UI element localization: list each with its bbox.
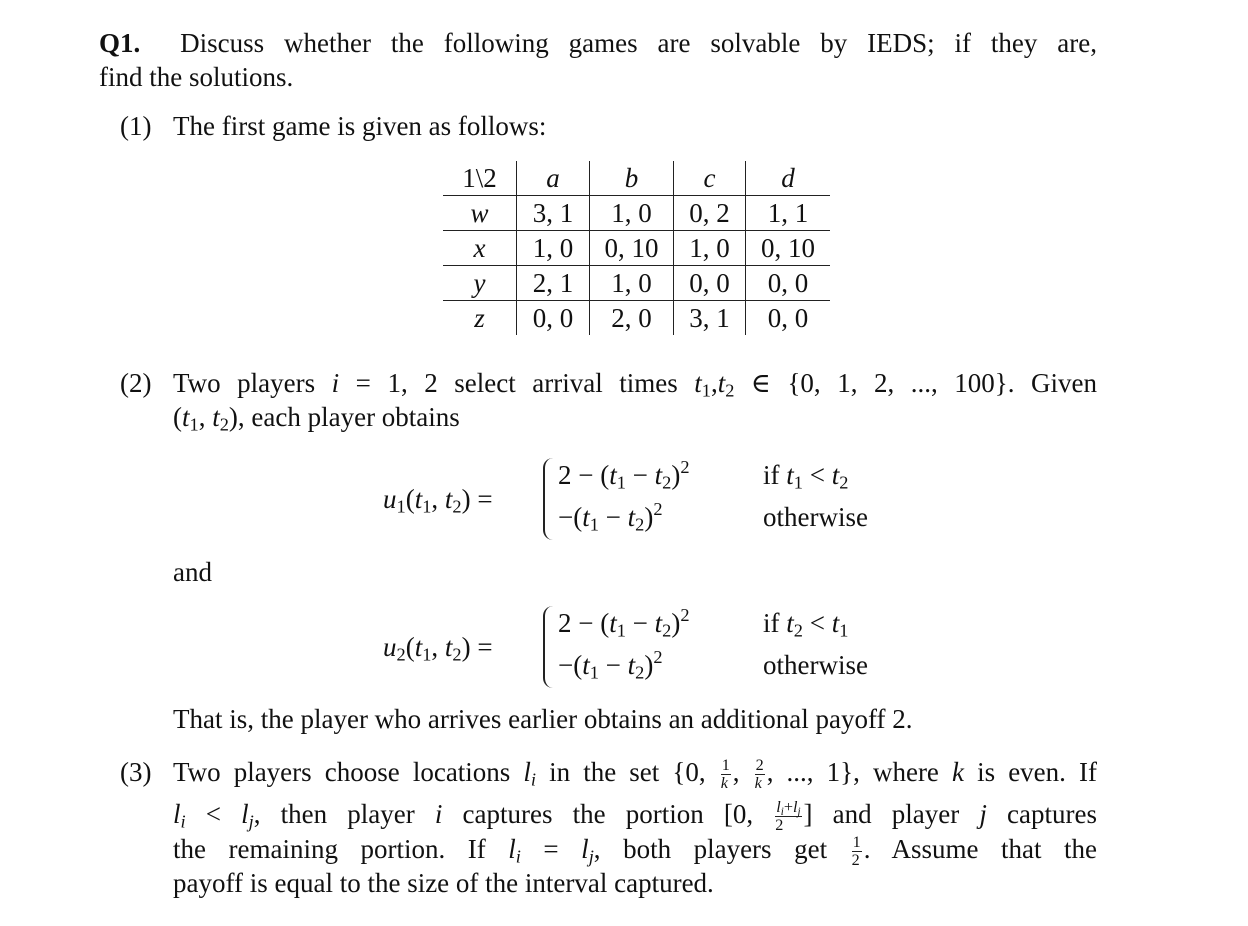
u1-lhs: $u_1(t_1$, $t_2$) = <box>383 484 493 517</box>
table-cell: 0, 0 <box>746 266 831 301</box>
part2-conclusion: That is, the player who arrives earlier obtains an additional payoff 2. <box>173 704 913 734</box>
table-cell: 1, 0 <box>590 266 674 301</box>
payoff-table <box>443 161 830 335</box>
column-header: b <box>624 163 639 193</box>
and-text: and <box>173 557 212 587</box>
part3-line3: the remaining portion. If $l_i = l_j$, both players get $\frac{1}{2}$ . Assume that the <box>173 833 1097 870</box>
table-cell: 0, 0 <box>517 301 590 336</box>
part3-line1: Two players choose locations $l_i$ in the set {0, $\frac{1}{k}$ , $\frac{2}{k}$ , ..., 1}, where k is even. If <box>173 756 1097 793</box>
table-cell: 3, 1 <box>674 301 746 336</box>
u1-case2-cond: otherwise <box>763 502 868 532</box>
u1-case2-expr: $-(t_1 - t_2)^2$ <box>558 498 663 535</box>
part3-number: (3) <box>120 757 152 787</box>
table-cell: 2, 1 <box>517 266 590 301</box>
column-header: d <box>781 163 795 193</box>
table-cell: 3, 1 <box>517 196 590 231</box>
u1-brace <box>543 458 559 540</box>
u2-brace <box>543 606 559 688</box>
row-label: w <box>470 198 489 228</box>
table-cell: 0, 2 <box>674 196 746 231</box>
table-corner: 1\2 <box>443 161 517 196</box>
row-label: z <box>474 303 485 333</box>
table-row <box>443 231 830 266</box>
table-cell: 0, 0 <box>767 303 809 333</box>
question-intro-line2: find the solutions. <box>99 62 294 92</box>
table-row <box>443 196 830 231</box>
table-cell: 1, 0 <box>517 231 590 266</box>
part3-line2: $l_i < l_j$, then player i captures the portion [0, $\frac{l_i+l_j}{2}$ ] and player j captures <box>173 798 1098 835</box>
part1-number: (1) <box>120 111 152 141</box>
table-cell: 2, 0 <box>590 301 674 336</box>
part3-line4: payoff is equal to the size of the interval captured. <box>173 868 714 898</box>
table-cell: 0, 10 <box>746 231 831 266</box>
part2-number: (2) <box>120 368 152 398</box>
table-cell: 0, 0 <box>674 266 746 301</box>
table-cell: 1, 0 <box>674 231 746 266</box>
u2-case2-expr: $-(t_1 - t_2)^2$ <box>558 646 663 683</box>
u2-case1-expr: $2 - (t_1 - t_2)^2$ <box>558 604 690 641</box>
table-cell: 0, 10 <box>590 231 674 266</box>
question-intro-line1 <box>99 28 1097 59</box>
column-header: c <box>703 163 716 193</box>
u2-case2-cond: otherwise <box>763 650 868 680</box>
table-cell: 1, 0 <box>590 196 674 231</box>
table-cell: 1, 1 <box>746 196 831 231</box>
table-row <box>443 266 830 301</box>
row-label: x <box>473 233 486 263</box>
part2-line1: Two players i = 1, 2 select arrival times $t_1,t_2$ ∈ {0, 1, 2, ..., 100}. Given <box>173 368 1098 401</box>
u2-case1-cond: if $t_2 < t_1$ <box>763 608 849 641</box>
part2-line2: ($t_1$, $t_2$), each player obtains <box>173 402 460 435</box>
u2-lhs: $u_2(t_1$, $t_2$) = <box>383 632 493 665</box>
column-header: a <box>546 163 560 193</box>
row-label: y <box>473 268 486 298</box>
question-label: Q1. <box>99 28 141 58</box>
u1-case1-expr: $2 - (t_1 - t_2)^2$ <box>558 456 690 493</box>
u1-case1-cond: if $t_1 < t_2$ <box>763 460 849 493</box>
question-intro-text: Discuss whether the following games are solvable by IEDS; if they are, <box>180 28 1098 58</box>
table-row <box>443 301 830 336</box>
part1-text: The first game is given as follows: <box>173 111 547 141</box>
